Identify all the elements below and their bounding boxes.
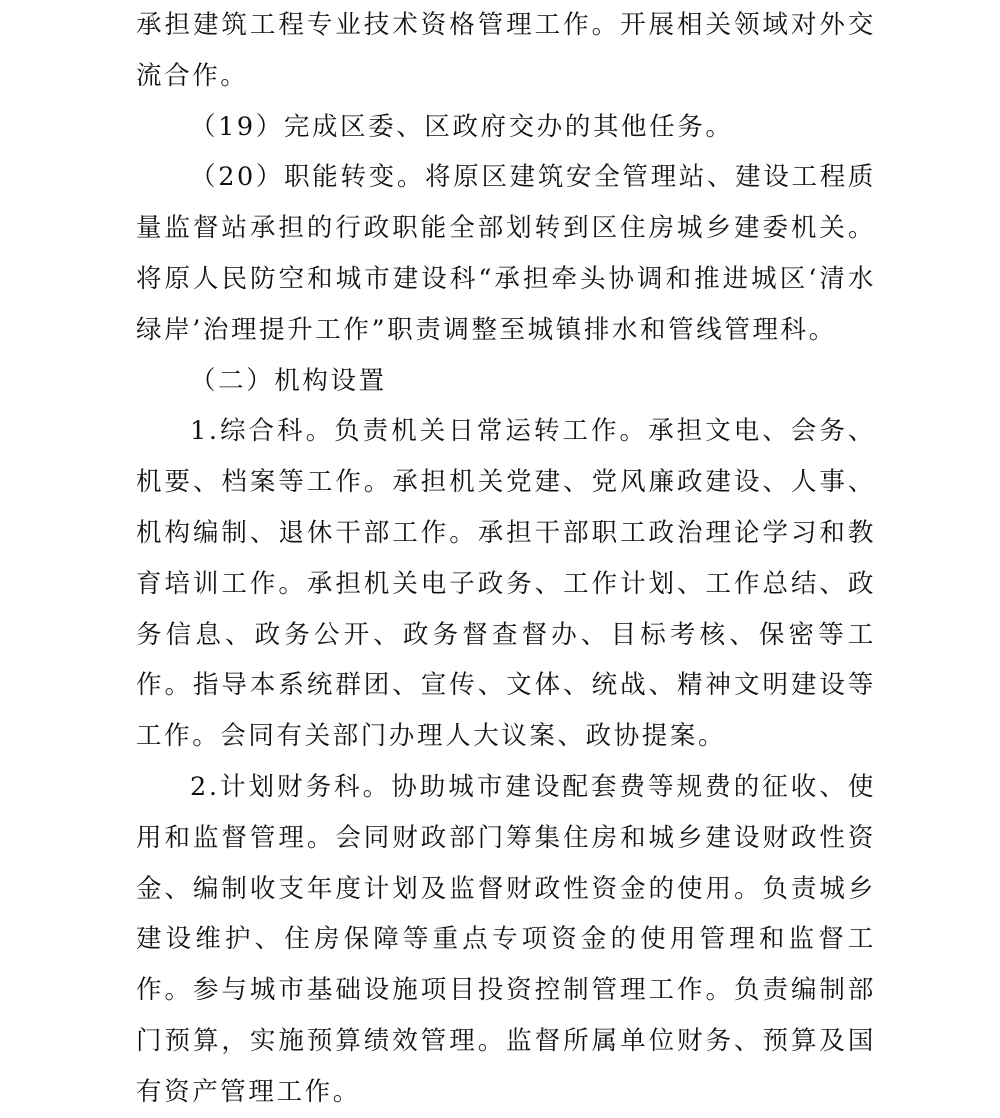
document-page <box>136 0 876 1118</box>
paragraph-planning-finance: 2.计划财务科。协助城市建设配套费等规费的征收、使用和监督管理。会同财政部门筹集住房和城乡建设财政性资金、编制收支年度计划及监督财政性资金的使用。负责城乡建设维护、住房保障等重点专项资金的使用管理和监督工作。参与城市基础设施项目投资控制管理工作。负责编制部门预算，实施预算绩效管理。监督所属单位财务、预算及国有资产管理工作。 <box>136 771 876 1107</box>
section-heading: （二）机构设置 <box>190 365 387 396</box>
paragraph-general-office: 1.综合科。负责机关日常运转工作。承担文电、会务、机要、档案等工作。承担机关党建、党风廉政建设、人事、机构编制、退休干部工作。承担干部职工政治理论学习和教育培训工作。承担机关电子政务、工作计划、工作总结、政务信息、政务公开、政务督查督办、目标考核、保密等工作。指导本系统群团、宣传、文体、统战、精神文明建设等工作。会同有关部门办理人大议案、政协提案。 <box>136 416 876 752</box>
paragraph-item-19: （19）完成区委、区政府交办的其他任务。 <box>190 111 734 142</box>
paragraph-item-20: （20）职能转变。将原区建筑安全管理站、建设工程质量监督站承担的行政职能全部划转到区住房城乡建委机关。将原人民防空和城市建设科“承担牵头协调和推进城区‘清水绿岸’治理提升工作”职责调整至城镇排水和管线管理科。 <box>136 162 876 345</box>
paragraph-continued: 承担建筑工程专业技术资格管理工作。开展相关领域对外交流合作。 <box>136 10 876 91</box>
